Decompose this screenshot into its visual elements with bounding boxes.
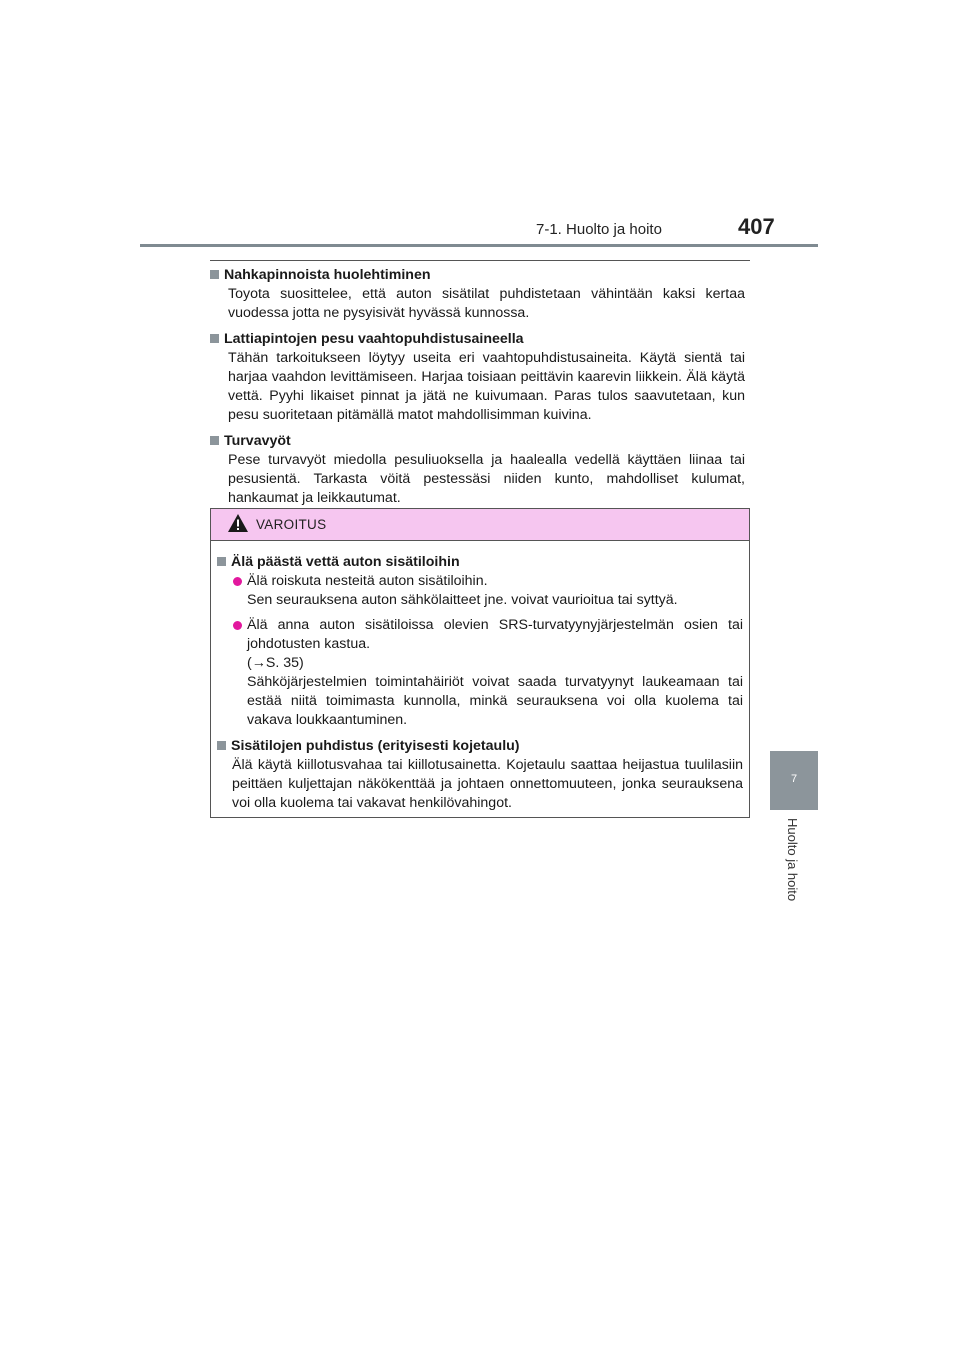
warning-section-title [217,737,743,756]
warning-triangle-icon [227,513,249,533]
warning-section-body: Älä käytä kiillotusvahaa tai kiillotusainetta. Kojetaulu saattaa heijastua tuulilasiin peittäen kuljettajan näkökenttää ja johtaen onnettomuuteen, jonka seurauksena voi olla kuolema tai vakavat henkilövahingot. [232,757,743,811]
section-title [210,266,745,285]
content-rule [210,260,750,261]
warning-item-text [247,616,743,730]
section-body: Toyota suosittelee, että auton sisätilat puhdistetaan vähintään kaksi kertaa vuodessa jotta ne pysyisivät hyvässä kunnossa. [228,286,745,321]
square-bullet-icon [210,334,219,343]
header-rule [140,244,818,247]
section-body: Tähän tarkoitukseen löytyy useita eri vaahtopuhdistusaineita. Käytä sientä tai harjaa vaahdon levittämiseen. Harjaa toisiaan peittävin kaarevin liikkein. Älä käytä vettä. Pyyhi likaiset pinnat ja jätä ne kuivumaan. Paras tulos saavutetaan, kun pesu suoritetaan pitämällä matot mahdollisimman kuivina. [228,350,745,423]
warning-item [233,572,743,610]
warning-item-line: Älä anna auton sisätiloissa olevien SRS-turvatyynyjärjestelmän osien tai johdotusten kastua. [247,617,743,652]
chapter-tab-label: Huolto ja hoito [785,818,800,902]
warning-section-title [217,553,743,572]
page-reference: (→S. 35) [247,655,304,671]
warning-label: VAROITUS [256,517,327,532]
warning-box [210,508,750,818]
circle-bullet-icon [233,577,242,586]
square-bullet-icon [210,270,219,279]
warning-item-line: Sen seurauksena auton sähkölaitteet jne. voivat vaurioitua tai syttyä. [247,592,678,608]
warning-body [211,541,749,813]
square-bullet-icon [210,436,219,445]
section-title-text: Nahkapinnoista huolehtiminen [224,267,431,283]
warning-header [211,509,749,541]
warning-item-line: Älä roiskuta nesteitä auton sisätiloihin. [247,573,488,589]
section [210,266,745,323]
warning-section-title-text: Älä päästä vettä auton sisätiloihin [231,554,460,570]
section [210,330,745,425]
header-section-title: 7-1. Huolto ja hoito [536,221,662,238]
section-body: Pese turvavyöt miedolla pesuliuoksella ja haalealla vedellä käyttäen liinaa tai pesusientä. Tarkasta vöitä pestessäsi niiden kunto, mahdolliset kulumat, hankaumat ja leikkautumat. [228,452,745,506]
chapter-tab [770,751,818,810]
section-title-text: Turvavyöt [224,433,291,449]
section-title [210,432,745,451]
square-bullet-icon [217,557,226,566]
warning-item-text [247,572,743,610]
warning-section-title-text: Sisätilojen puhdistus (erityisesti kojetaulu) [231,738,520,754]
section-title-text: Lattiapintojen pesu vaahtopuhdistusaineella [224,331,524,347]
warning-item-line: Sähköjärjestelmien toimintahäiriöt voivat saada turvatyynyt laukeamaan tai estää niitä toimimasta kunnolla, minkä seurauksena voi olla kuolema tai vakava loukkaantuminen. [247,674,743,728]
square-bullet-icon [217,741,226,750]
warning-item [233,616,743,730]
page-number: 407 [738,214,775,239]
warning-section [217,553,743,730]
warning-section [217,737,743,813]
body-text [210,266,745,515]
section-title [210,330,745,349]
section [210,432,745,508]
circle-bullet-icon [233,621,242,630]
chapter-tab-number: 7 [790,773,798,785]
